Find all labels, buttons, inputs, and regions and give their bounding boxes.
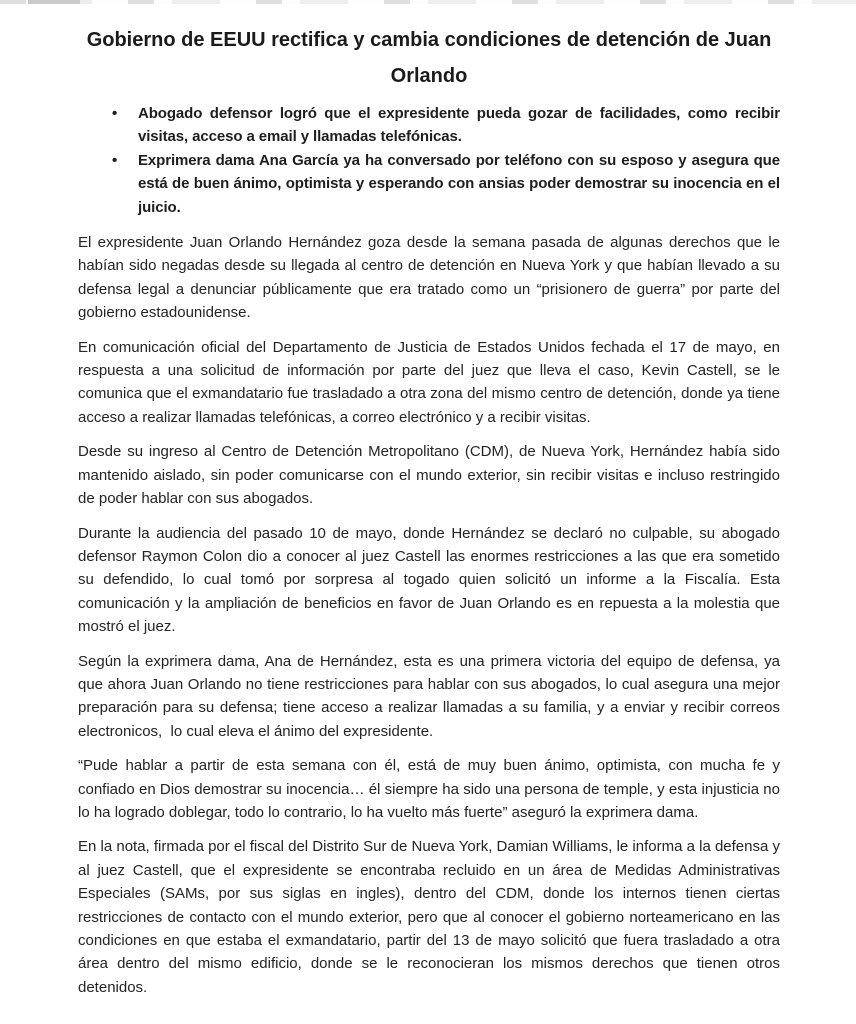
- paragraph: Desde su ingreso al Centro de Detención Metropolitano (CDM), de Nueva York, Hernández había sido mantenido aislado, sin poder comunicarse con el mundo exterior, sin recibir visitas e incluso restringido de poder hablar con sus abogados.: [78, 443, 785, 508]
- bullet-item: [112, 149, 780, 219]
- bullet-text: Abogado defensor logró que el expresidente pueda gozar de facilidades, como recibir visitas, acceso a email y llamadas telefónicas.: [138, 105, 780, 146]
- paragraph: Durante la audiencia del pasado 10 de mayo, donde Hernández se declaró no culpable, su abogado defensor Raymon Colon dio a conocer al juez Castell las enormes restricciones a las que era sometido su defendido, lo cual tomó por sorpresa al togado quien solicitó un informe a la Fiscalía. Esta comunicación y la ampliación de beneficios en favor de Juan Orlando es en repuesta a la molestia que mostró el juez.: [78, 524, 785, 636]
- summary-bullet-list: [78, 102, 780, 219]
- bullet-item: [112, 102, 780, 149]
- title-line-2: Orlando: [390, 65, 468, 87]
- title-line-1: Gobierno de EEUU rectifica y cambia condiciones de detención de Juan: [86, 29, 772, 51]
- paragraph: Según la exprimera dama, Ana de Hernández, esta es una primera victoria del equipo de defensa, ya que ahora Juan Orlando no tiene restricciones para hablar con sus abogados, lo cual asegura una mejor preparación para su defensa; tiene acceso a realizar llamadas a su familia, y a enviar y recibir correos electronicos, lo cual eleva el ánimo del expresidente.: [78, 652, 785, 740]
- paragraph: En la nota, firmada por el fiscal del Distrito Sur de Nueva York, Damian Williams, le informa a la defensa y al juez Castell, que el expresidente se encontraba recluido en un área de Medidas Administrativas Especiales (SAMs, por sus siglas en ingles), dentro del CDM, donde los internos tienen ciertas restricciones de contacto con el mundo exterior, pero que al conocer el gobierno norteamericano en las condiciones en que estaba el exmandatario, partir del 13 de mayo solicitó que fuera trasladado a otra área dentro del mismo edificio, donde se le reconocieran los mismos derechos que tienen otros detenidos.: [78, 838, 785, 996]
- bullet-marker-icon: •: [112, 105, 118, 122]
- paragraph: En comunicación oficial del Departamento de Justicia de Estados Unidos fechada el 17 de mayo, en respuesta a una solicitud de información por parte del juez que lleva el caso, Kevin Castell, se le comunica que el exmandatario fue trasladado a otra zona del mismo centro de detención, donde ya tiene acceso a realizar llamadas telefónicas, a correo electrónico y a recibir visitas.: [78, 338, 785, 426]
- bullet-marker-icon: •: [112, 151, 118, 169]
- document-title: [78, 22, 780, 94]
- bullet-text: Exprimera dama Ana García ya ha conversado por teléfono con su esposo y asegura que está de buen ánimo, optimista y esperando con ansias poder demostrar su inocencia en el juicio.: [138, 151, 780, 216]
- paragraph: El expresidente Juan Orlando Hernández goza desde la semana pasada de algunas derechos que le habían sido negadas desde su llegada al centro de detención en Nueva York y que habían llevado a su defensa legal a denunciar públicamente que era tratado como un “prisionero de guerra” por parte del gobierno estadounidense.: [78, 234, 785, 322]
- paragraph: “Pude hablar a partir de esta semana con él, está de muy buen ánimo, optimista, con mucha fe y confiado en Dios demostrar su inocencia… él siempre ha sido una persona de temple, y esta injusticia no lo ha logrado doblegar, todo lo contrario, lo ha vuelto más fuerte” aseguró la exprimera dama.: [78, 757, 785, 821]
